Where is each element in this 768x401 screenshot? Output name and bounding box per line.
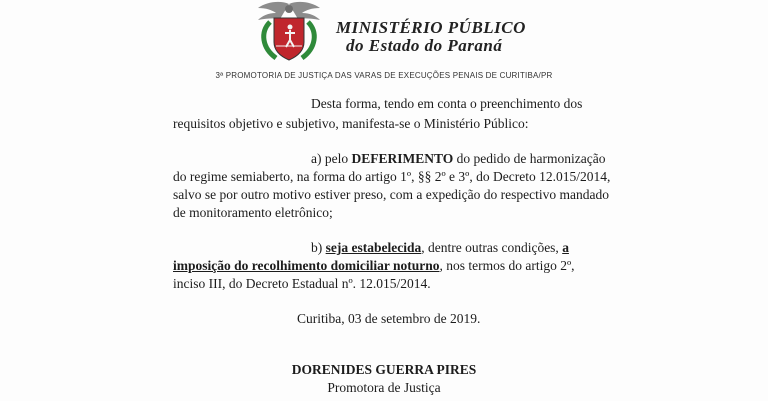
coat-of-arms-icon — [250, 0, 328, 62]
intro-line1-text — [311, 96, 608, 112]
item-b-line2-rest: , nos termos do artigo 2º, — [439, 258, 575, 273]
intro-paragraph-line1 — [311, 96, 608, 112]
item-a-line4: de monitoramento eletrônico; — [173, 205, 333, 220]
item-b-mid: , dentre outras condições, — [421, 240, 563, 255]
intro-line1-words: Desta forma, tendo em conta o preenchimento dos — [311, 96, 583, 111]
item-b-line3: inciso III, do Decreto Estadual nº. 12.015/2014. — [173, 276, 431, 291]
item-b-line2-bold: imposição do recolhimento domiciliar noturno — [173, 258, 440, 273]
department-name: 3ª PROMOTORIA DE JUSTIÇA DAS VARAS DE EXECUÇÕES PENAIS DE CURITIBA/PR — [215, 71, 553, 80]
item-a-deferimento: DEFERIMENTO — [351, 151, 454, 166]
item-b-bold1: seja estabelecida — [325, 240, 422, 255]
item-b-prefix: b) — [311, 240, 326, 255]
letterhead — [0, 0, 768, 70]
item-b-line2 — [173, 258, 575, 274]
org-name-line2: do Estado do Paraná — [346, 36, 503, 55]
item-a-line3: salvo se por outro motivo estiver preso, com a expedição do respectivo mandado — [173, 187, 610, 202]
item-a-prefix: a) pelo — [311, 151, 352, 166]
item-a-line2: do regime semiaberto, na forma do artigo 1º, §§ 2º e 3º, do Decreto 12.015/2014, — [173, 169, 611, 184]
org-name-line1: MINISTÉRIO PÚBLICO — [336, 18, 526, 37]
item-b-bold2: a — [562, 240, 569, 255]
item-b-line1 — [311, 240, 569, 256]
intro-paragraph-line2: requisitos objetivo e subjetivo, manifesta-se o Ministério Público: — [173, 116, 529, 131]
signer-title: Promotora de Justiça — [327, 380, 441, 395]
signer-name: DORENIDES GUERRA PIRES — [291, 362, 477, 377]
place-date: Curitiba, 03 de setembro de 2019. — [297, 311, 481, 326]
item-a-suffix: do pedido de harmonização — [453, 151, 606, 166]
item-a-line1 — [311, 151, 605, 167]
